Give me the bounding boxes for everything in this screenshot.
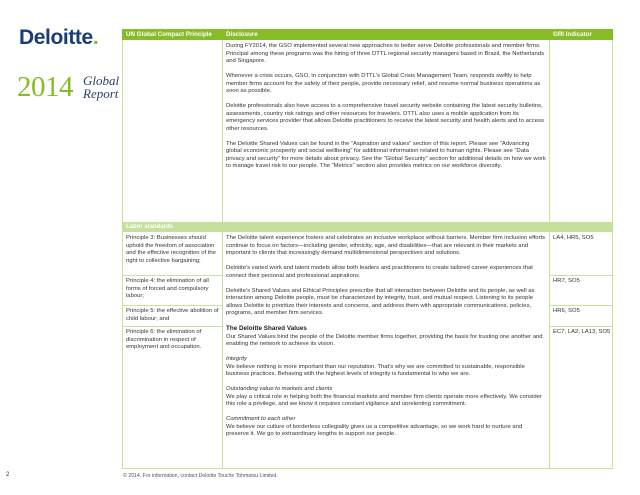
gri-row-1: LA4, HR5, SO5 — [553, 235, 594, 241]
page-number: 2 — [6, 472, 10, 478]
deloitte-logo: Deloitte. — [19, 26, 99, 49]
paragraph: Deloitte's varied work and talent models allow both leaders and practitioners to create tailored career experiences that connect their personal and professional aspirations. — [226, 265, 533, 279]
shared-values-title: The Deloitte Shared Values — [226, 325, 307, 332]
paragraph: Deloitte professionals also have access to a comprehensive travel security website containing the latest security bulletins, assessments, country risk ratings and other resources for travelers. DTTL also uses a mobile application from its emergency services provider that allows Deloitte practitioners to receive the latest security and health alerts and to access other resources. — [226, 103, 544, 132]
gri-row-3: HR6, SO5 — [553, 308, 580, 314]
value-text: We believe nothing is more important than our reputation. That's why we are committed to sustainable, responsible business practices. Behaving with the highest levels of integrity is fundamental to who we are. — [226, 363, 525, 377]
value-heading: Outstanding value to markets and clients — [226, 386, 333, 392]
value-heading: Commitment to each other — [226, 416, 296, 422]
paragraph: Whenever a crisis occurs, GSO, in conjunction with DTTL's Global Crisis Management Team, responds swiftly to help member firms account for the safety of their people, provide necessary relief, and resume normal business operations as soon as possible. — [226, 73, 541, 94]
header-principle: UN Global Compact Principle — [126, 31, 212, 38]
principle-3: Principle 3: Businesses should uphold the freedom of association and the effective recognition of the right to collective bargaining; — [126, 235, 216, 264]
principle-4: Principle 4: the elimination of all forms of forced and compulsory labour; — [126, 278, 209, 299]
header-disclosure: Disclosure — [226, 31, 258, 38]
report-year: 2014 — [17, 71, 73, 103]
disclosure-top — [226, 43, 546, 178]
value-text: We believe our culture of borderless collegiality gives us a competitive advantage, so we work hard to nurture and preserve it. We go to extraordinary lengths to support our people. — [226, 423, 523, 437]
shared-values-intro: Our Shared Values bind the people of the Deloitte member firms together, providing the basis for trusting one another and enabling the network to achieve its vision. — [226, 333, 543, 347]
principle-6: Principle 6: the elimination of discrimination in respect of employment and occupation. — [126, 329, 202, 350]
value-text: We play a critical role in helping both the financial markets and member firm clients operate more effectively. We consider this role a privilege, and we know it requires constant vigilance and unrelenting commitment. — [226, 393, 542, 407]
table-header — [122, 29, 613, 40]
copyright-footer: © 2014. For information, contact Deloitte Touche Tohmatsu Limited. — [123, 473, 278, 479]
value-heading: Integrity — [226, 356, 247, 362]
gri-row-4: EC7, LA2, LA13, SO5 — [553, 329, 611, 335]
paragraph: The Deloitte Shared Values can be found in the “Aspiration and values” section of this report. Please see “Advancing global economic prosperity and social wellbeing” for additional information related to human rights. Please see “Data privacy and security” for more details about privacy. See the “Global Security” section for additional details on how we work to manage travel risk to our people. The “Metrics” section also provides metrics on our workforce diversity. — [226, 140, 546, 169]
paragraph: Deloitte's Shared Values and Ethical Principles prescribe that all interaction between Deloitte and its people, as well as interaction among Deloitte people, must be characterized by integrity, trust, and mutual respect. Listening to its people allows Deloitte to prioritize their interests and concerns, and address them with appropriate communications, policies, programs, and member firm services. — [226, 287, 535, 316]
report-title-report: Report — [83, 86, 119, 101]
report-title-global: Global — [83, 73, 120, 88]
disclosure-labor — [226, 235, 546, 446]
header-gri: GRI Indicator — [553, 31, 592, 38]
paragraph: The Deloitte talent experience fosters and celebrates an inclusive workplace without barriers. Member firm inclusion efforts continue to focus on factors—including gender, ethnicity, age, and disabilities—that are relevant in their markets and important to clients that increasingly demand multidimensional perspectives and solutions. — [226, 235, 546, 256]
section-labor-standards: Labor standards — [122, 222, 613, 232]
principle-5: Principle 5: the effective abolition of child labour; and — [126, 308, 219, 322]
paragraph: During FY2014, the GSO implemented several new approaches to better serve Deloitte professionals and member firms. Principal among these programs was the hiring of three DTTL regional security managers based in Brazil, the Netherlands and Singapore. — [226, 43, 545, 64]
gri-row-2: HR7, SO5 — [553, 278, 580, 284]
